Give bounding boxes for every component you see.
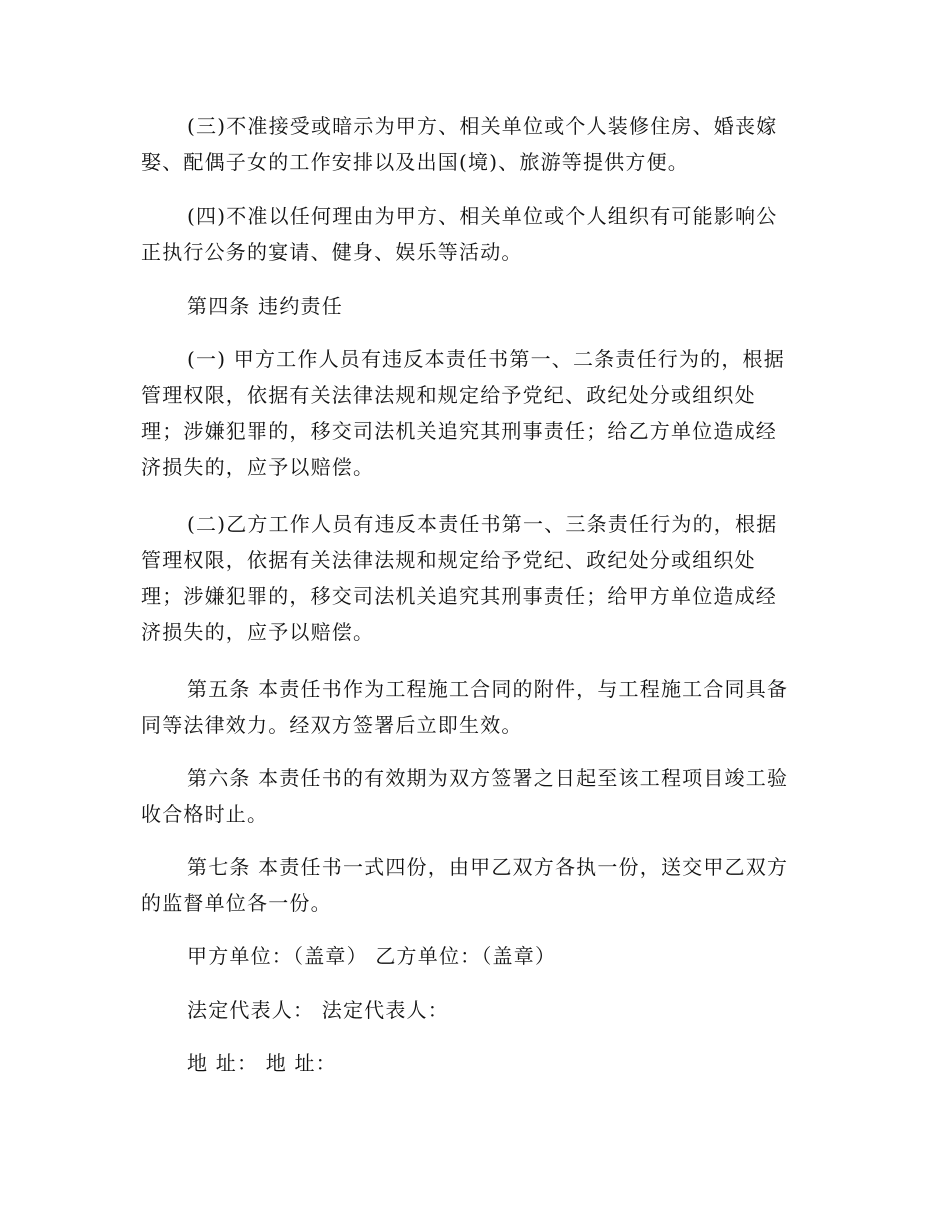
article-4-clause-1: [141, 341, 811, 485]
article-7-paragraph: [141, 849, 811, 921]
item-4-paragraph: [141, 198, 811, 270]
article-4-heading-text: 第四条 违约责任: [187, 294, 343, 318]
article-4-heading: [141, 288, 811, 324]
article-7-line-2: 的监督单位各一份。: [141, 891, 332, 915]
clause-1-line-3: 理；涉嫌犯罪的，移交司法机关追究其刑事责任；给乙方单位造成经: [141, 419, 777, 443]
clause-1-line-4: 济损失的，应予以赔偿。: [141, 455, 375, 479]
item-3-paragraph: [141, 108, 811, 180]
article-4-clause-2: [141, 506, 811, 650]
item-4-line-1: (四)不准以任何理由为甲方、相关单位或个人组织有可能影响公: [187, 204, 778, 228]
article-7-line-1: 第七条 本责任书一式四份，由甲乙双方各执一份，送交甲乙双方: [187, 855, 789, 879]
signature-representatives: [141, 992, 811, 1028]
item-4-line-2: 正执行公务的宴请、健身、娱乐等活动。: [141, 240, 523, 264]
article-6-paragraph: [141, 760, 811, 832]
signature-representatives-text: 法定代表人： 法定代表人：: [187, 998, 449, 1022]
article-5-line-2: 同等法律效力。经双方签署后立即生效。: [141, 713, 523, 737]
item-3-line-1: (三)不准接受或暗示为甲方、相关单位或个人装修住房、婚丧嫁: [187, 114, 778, 138]
clause-1-line-1: (一) 甲方工作人员有违反本责任书第一、二条责任行为的，根据: [187, 347, 785, 371]
article-5-paragraph: [141, 671, 811, 743]
clause-2-line-3: 理；涉嫌犯罪的，移交司法机关追究其刑事责任；给甲方单位造成经: [141, 584, 777, 608]
clause-1-line-2: 管理权限，依据有关法律法规和规定给予党纪、政纪处分或组织处: [141, 383, 756, 407]
signature-address-text: 地 址： 地 址：: [187, 1051, 337, 1075]
signature-units: [141, 938, 811, 974]
signature-address: [141, 1045, 811, 1081]
article-6-line-1: 第六条 本责任书的有效期为双方签署之日起至该工程项目竣工验: [187, 766, 789, 790]
article-6-line-2: 收合格时止。: [141, 802, 269, 826]
clause-2-line-4: 济损失的，应予以赔偿。: [141, 620, 375, 644]
article-5-line-1: 第五条 本责任书作为工程施工合同的附件，与工程施工合同具备: [187, 677, 789, 701]
clause-2-line-2: 管理权限，依据有关法律法规和规定给予党纪、政纪处分或组织处: [141, 548, 756, 572]
item-3-line-2: 娶、配偶子女的工作安排以及出国(境)、旅游等提供方便。: [141, 150, 690, 174]
clause-2-line-1: (二)乙方工作人员有违反本责任书第一、三条责任行为的，根据: [187, 512, 778, 536]
signature-units-text: 甲方单位：（盖章） 乙方单位：（盖章）: [187, 944, 557, 968]
